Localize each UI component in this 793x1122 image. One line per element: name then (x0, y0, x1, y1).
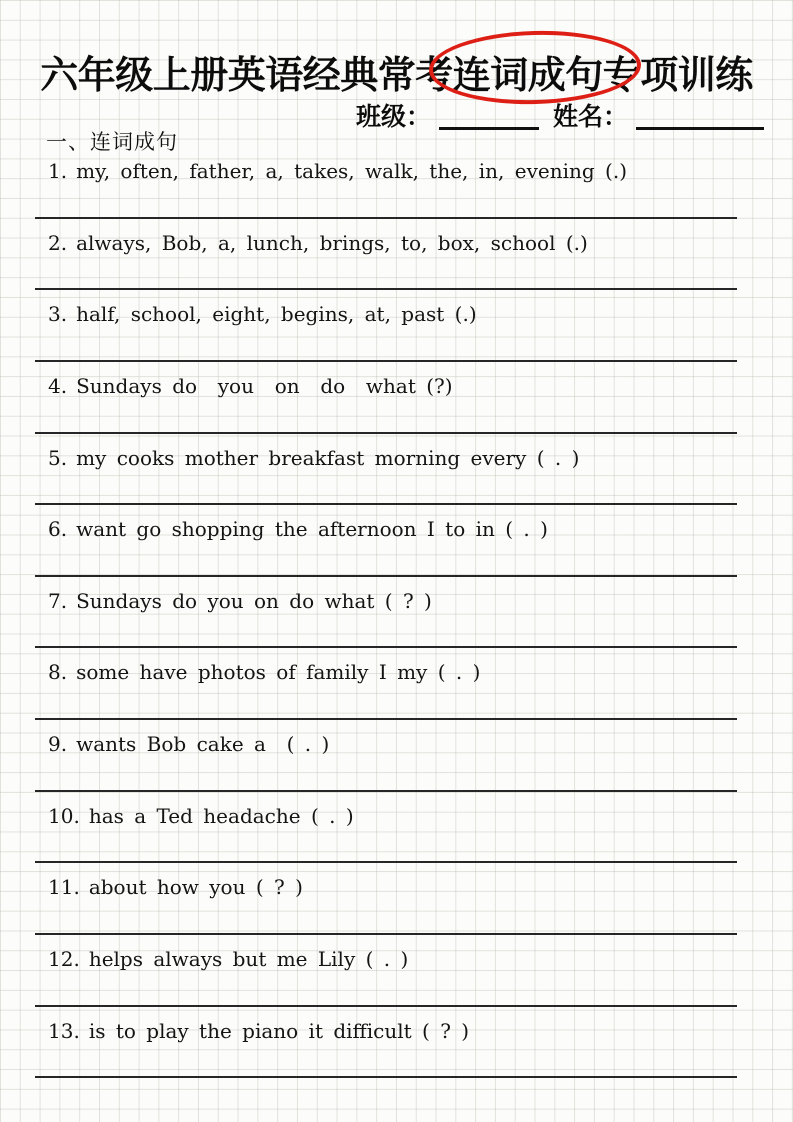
item-number: 1. (48, 159, 68, 183)
exercise-item (35, 219, 737, 291)
item-words: my, often, father, a, takes, walk, the, in, evening (.) (76, 159, 628, 183)
item-number: 3. (48, 302, 68, 327)
item-words: half, school, eight, begins, at, past (.) (76, 302, 477, 327)
exercise-item (35, 434, 737, 506)
item-words: helps always but me Lily ( . ) (88, 947, 409, 972)
item-number: 8. (48, 660, 68, 685)
item-words: some have photos of family I my ( . ) (76, 660, 481, 685)
item-words: about how you ( ? ) (88, 875, 303, 900)
exercise-item (35, 1007, 737, 1079)
item-words: Sundays do you on do what ( ? ) (76, 588, 432, 613)
exercise-item (35, 935, 737, 1007)
class-label: 班级： (356, 103, 432, 131)
item-number: 7. (48, 588, 68, 613)
item-number: 6. (48, 517, 68, 542)
item-number: 11. (48, 875, 80, 900)
name-label: 姓名： (553, 103, 629, 131)
exercise-item (35, 863, 737, 935)
item-words: my cooks mother breakfast morning every ( . ) (76, 445, 580, 470)
item-number: 12. (48, 947, 80, 972)
exercise-item (35, 720, 737, 792)
item-number: 10. (48, 803, 80, 828)
item-words: wants Bob cake a ( . ) (76, 732, 330, 757)
item-number: 4. (48, 373, 68, 398)
exercise-item (35, 362, 737, 434)
section-heading: 一、连词成句 (46, 130, 178, 154)
class-blank-line (439, 101, 539, 130)
exercise-item (35, 147, 737, 219)
item-number: 13. (48, 1018, 80, 1043)
exercise-item (35, 648, 737, 720)
exercise-item (35, 290, 737, 362)
item-number: 9. (48, 732, 68, 757)
student-info-row (356, 101, 764, 132)
item-words: want go shopping the afternoon I to in ( . ) (76, 517, 548, 542)
exercise-item (35, 792, 737, 864)
page-title: 六年级上册英语经典常考连词成句专项训练 (40, 55, 753, 97)
exercise-item (35, 505, 737, 577)
items-list (35, 147, 737, 1078)
item-words: has a Ted headache ( . ) (88, 803, 354, 828)
item-words: Sundays do you on do what (?) (76, 373, 453, 398)
item-words: always, Bob, a, lunch, brings, to, box, school (.) (76, 230, 588, 255)
exercise-item (35, 577, 737, 649)
name-blank-line (636, 101, 764, 130)
item-number: 5. (48, 445, 68, 470)
item-number: 2. (48, 230, 68, 255)
item-words: is to play the piano it difficult ( ? ) (88, 1018, 470, 1043)
answer-blank-line (35, 1076, 737, 1078)
